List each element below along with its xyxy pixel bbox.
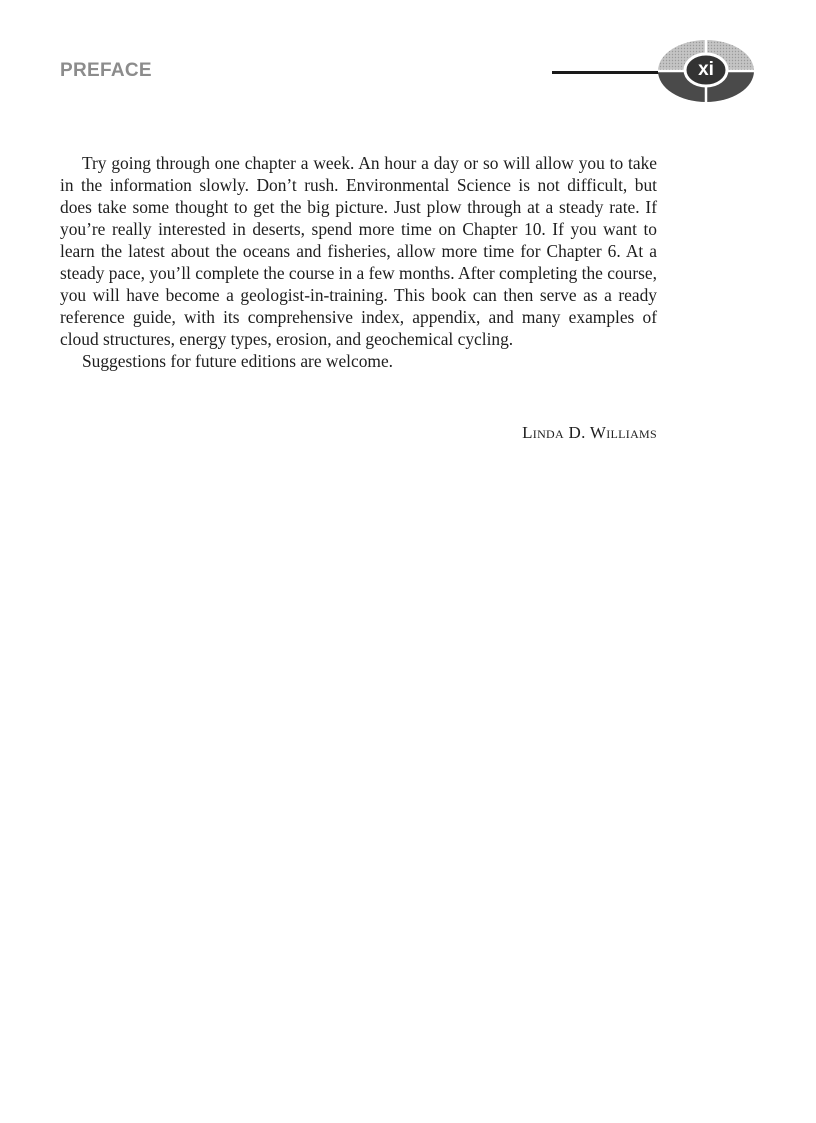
page-number: xi bbox=[698, 59, 714, 80]
paragraph: Suggestions for future editions are welcome. bbox=[82, 351, 394, 371]
paragraph: Try going through one chapter a week. An hour a day or so will allow you to take in the information slowly. Don’t rush. Environmental Science is not difficult, but does take some thought to get the big picture. Just plow through at a steady rate. If you’re really interested in deserts, spend more time on Chapter 10. If you want to learn the latest about the oceans and fisheries, allow more time for Chapter 6. At a steady pace, you’ll complete the course in a few months. After completing the course, you will have become a geologist-in-training. This book can then serve as a ready reference guide, with its comprehensive index, appendix, and many examples of cloud structures, energy types, erosion, and geochemical cycling. bbox=[60, 153, 657, 349]
author-signature: Linda D. Williams bbox=[522, 423, 657, 442]
body-text bbox=[60, 152, 657, 372]
running-head: PREFACE bbox=[60, 60, 152, 81]
